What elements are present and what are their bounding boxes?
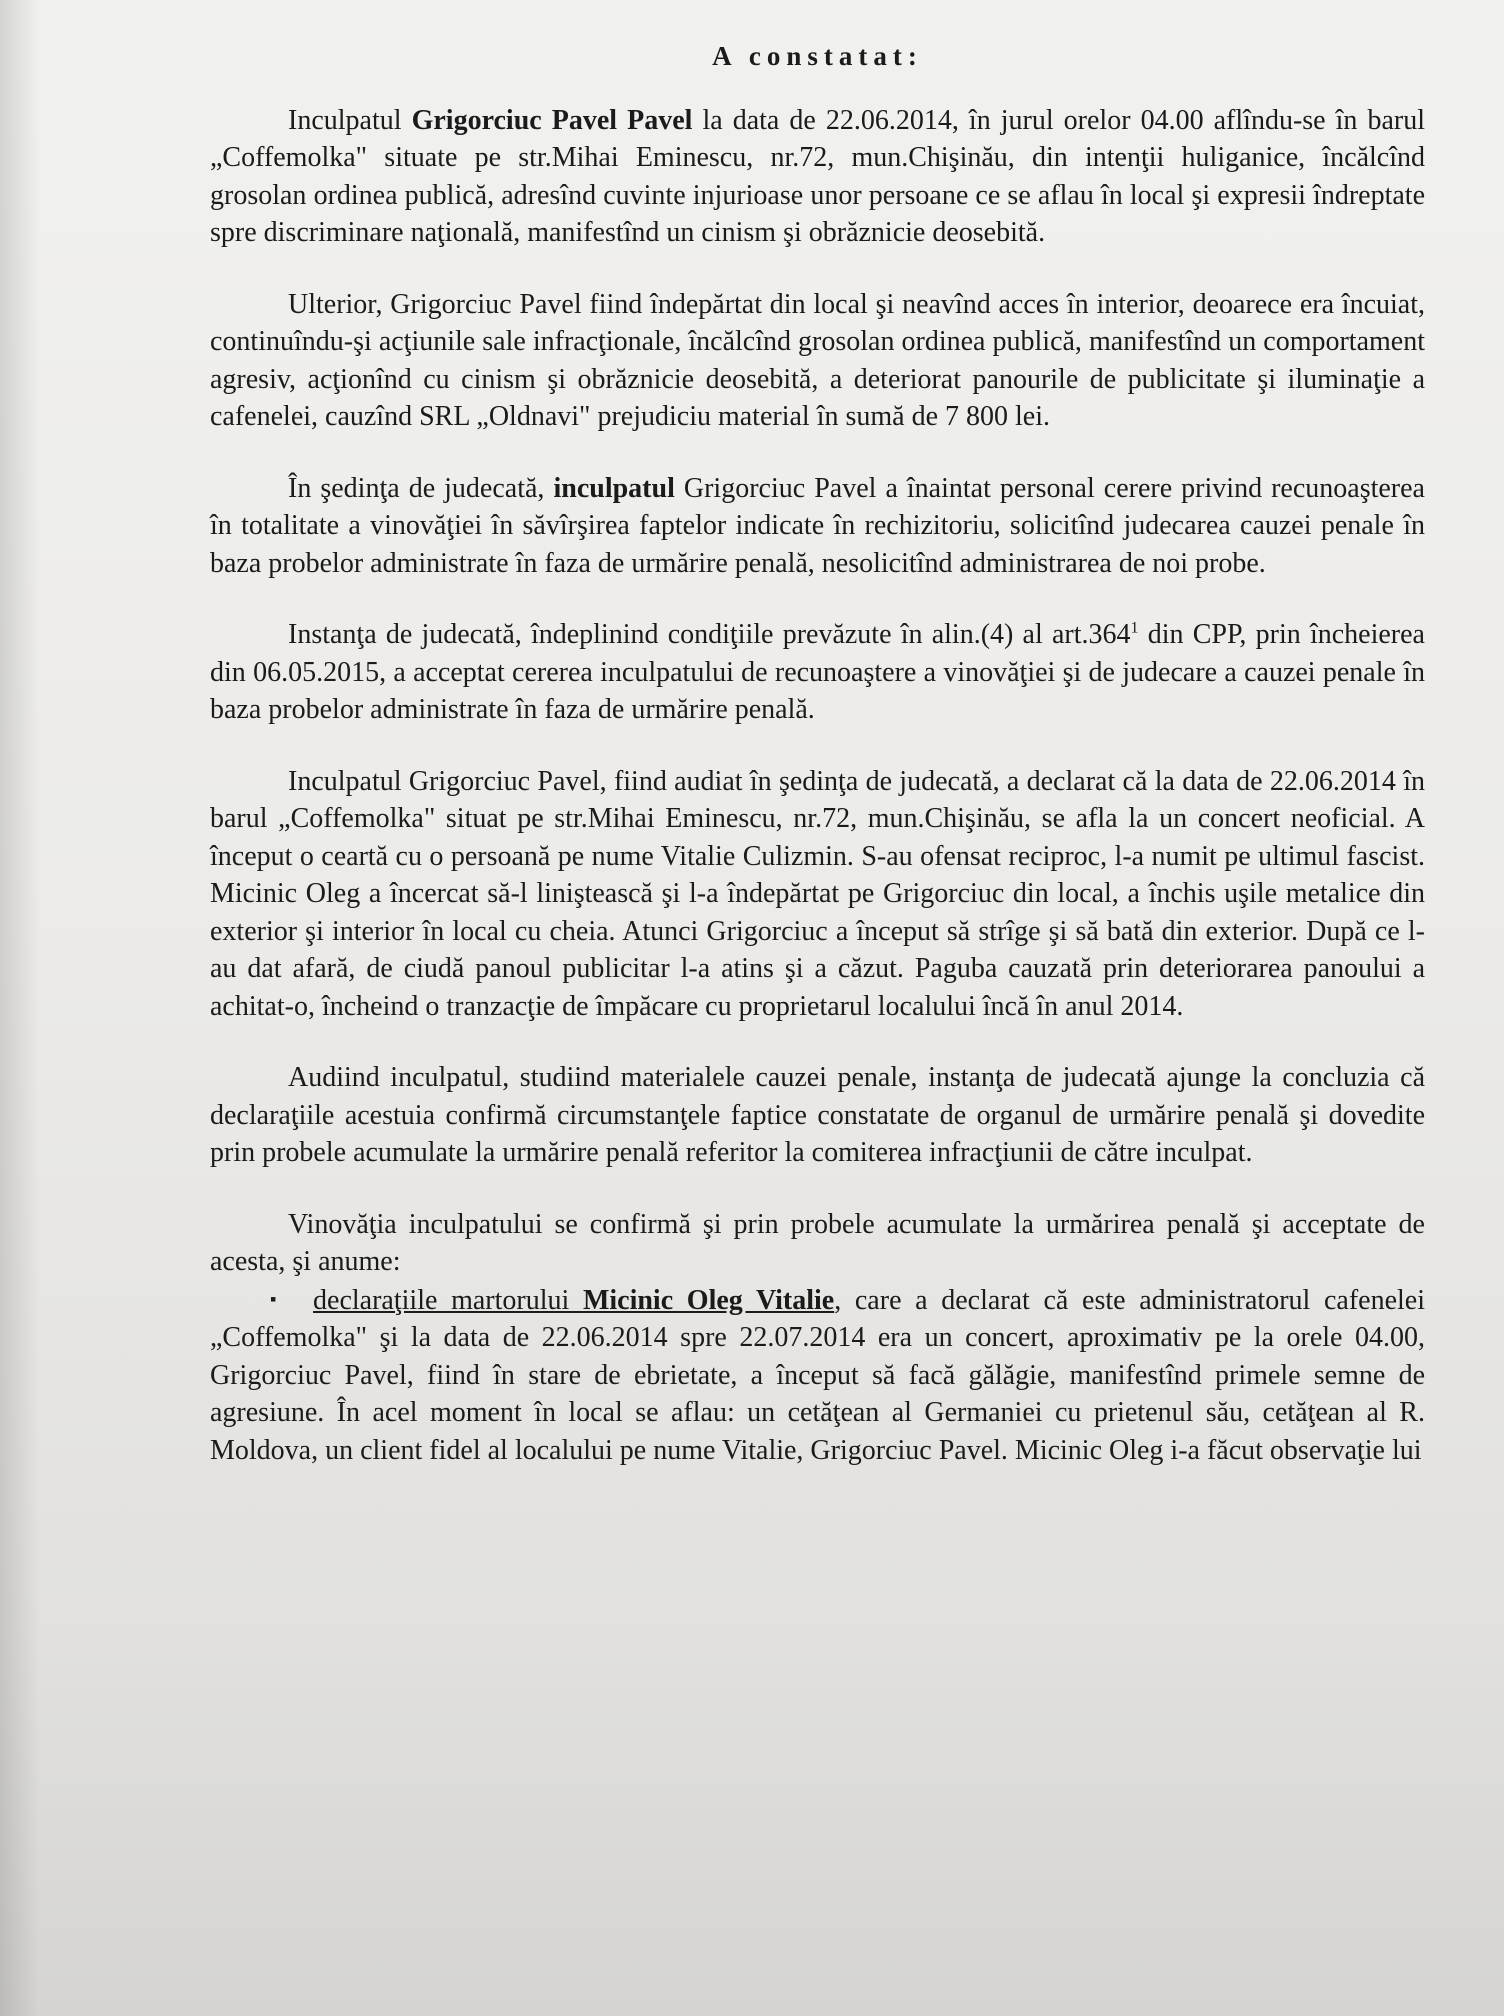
paragraph-2: Ulterior, Grigorciuc Pavel fiind îndepărtat din local şi neavînd acces în interior, deoarece era încuiat, continuîndu-şi acţiunile sale infracţionale, încălcînd grosolan ordinea publică, manifestînd un comportament agresiv, acţionînd cu cinism şi obrăznicie deosebită, a deteriorat panourile de publicitate şi iluminaţie a cafenelei, cauzînd SRL „Oldnavi" prejudiciu material în sumă de 7 800 lei. bbox=[210, 288, 1425, 432]
bullet-square-icon: ▪ bbox=[270, 1288, 284, 1309]
p4-text-a: Instanţa de judecată, îndeplinind condiţiile prevăzute în alin.(4) al art.364 bbox=[288, 619, 1131, 650]
document-body bbox=[210, 38, 1425, 1469]
p4-superscript: 1 bbox=[1130, 619, 1139, 637]
p4-text-b: din CPP, prin încheierea din 06.05.2015, a acceptat cererea inculpatului de recunoaştere a vinovăţiei şi de judecare a cauzei penale în baza probelor administrate în faza de urmărire penală. bbox=[210, 619, 1425, 725]
paragraph-7: Vinovăţia inculpatului se confirmă şi prin probele acumulate la urmărirea penală şi acceptate de acesta, şi anume: bbox=[210, 1208, 1425, 1277]
p3-text-b: Grigorciuc Pavel a înaintat personal cerere privind recunoaşterea în totalitate a vinovăţiei în săvîrşirea faptelor indicate în rechizitoriu, solicitînd judecarea cauzei penale în baza probelor administrate în faza de urmărire penală, nesolicitînd administrarea de noi probe. bbox=[210, 472, 1425, 579]
paragraph-6: Audiind inculpatul, studiind materialele cauzei penale, instanţa de judecată ajunge la concluzia că declaraţiile acestuia confirmă circumstanţele faptice constatate de organul de urmărire penală şi dovedite prin probele acumulate la urmărire penală referitor la comiterea infracţiunii de către inculpat. bbox=[210, 1062, 1425, 1168]
p1-text-a: Inculpatul bbox=[288, 104, 412, 136]
bullet-underlined-text: declaraţiile martorului bbox=[313, 1284, 583, 1316]
section-heading: A constatat: bbox=[712, 41, 923, 71]
witness-name: Micinic Oleg Vitalie bbox=[582, 1284, 835, 1316]
paragraph-3 bbox=[210, 470, 1425, 583]
paragraph-5: Inculpatul Grigorciuc Pavel, fiind audiat în şedinţa de judecată, a declarat că la data de 22.06.2014 în barul „Coffemolka" situat pe str.Mihai Eminescu, nr.72, mun.Chişinău, se afla la un concert neoficial. A început o ceartă cu o persoană pe nume Vitalie Culizmin. S-au ofensat reciproc, l-a numit pe ultimul fascist. Micinic Oleg a încercat să-l liniştească şi l-a îndepărtat pe Grigorciuc din local, a închis uşile metalice din exterior şi interior în local cu cheia. Atunci Grigorciuc a început să strîge şi să bată din exterior. După ce l-au dat afară, de ciudă panoul publicitar l-a atins şi a căzut. Paguba cauzată prin deteriorarea panoului a achitat-o, încheind o tranzacţie de împăcare cu proprietarul localului încă în anul 2014. bbox=[210, 765, 1425, 1022]
p3-text-a: În şedinţa de judecată, bbox=[288, 472, 554, 504]
bullet-text: , care a declarat că este administratorul cafenelei „Coffemolka" şi la data de 22.06.2014 spre 22.07.2014 era un concert, aproximativ pe la orele 04.00, Grigorciuc Pavel, fiind în stare de ebrietate, a început să facă gălăgie, manifestînd primele semne de agresiune. În acel moment în local se aflau: un cetăţean al Germaniei cu prietenul său, cetăţean al R. Moldova, un client fidel al localului pe nume Vitalie, Grigorciuc Pavel. Micinic Oleg i-a făcut observaţie lui bbox=[210, 1284, 1425, 1466]
paragraph-1 bbox=[210, 102, 1425, 252]
paragraph-4 bbox=[210, 616, 1425, 729]
p3-bold: inculpatul bbox=[553, 472, 675, 504]
defendant-name: Grigorciuc Pavel Pavel bbox=[411, 104, 693, 136]
p1-text-b: la data de 22.06.2014, în jurul orelor 04.00 aflîndu-se în barul „Coffemolka" situate pe str.Mihai Eminescu, nr.72, mun.Chişinău, din intenţii huliganice, încălcînd grosolan ordinea publică, adresînd cuvinte injurioase unor persoane ce se aflau în local şi expresii îndreptate spre discriminare naţională, manifestînd un cinism şi obrăznicie deosebită. bbox=[210, 104, 1425, 248]
bullet-item bbox=[210, 1281, 1425, 1470]
